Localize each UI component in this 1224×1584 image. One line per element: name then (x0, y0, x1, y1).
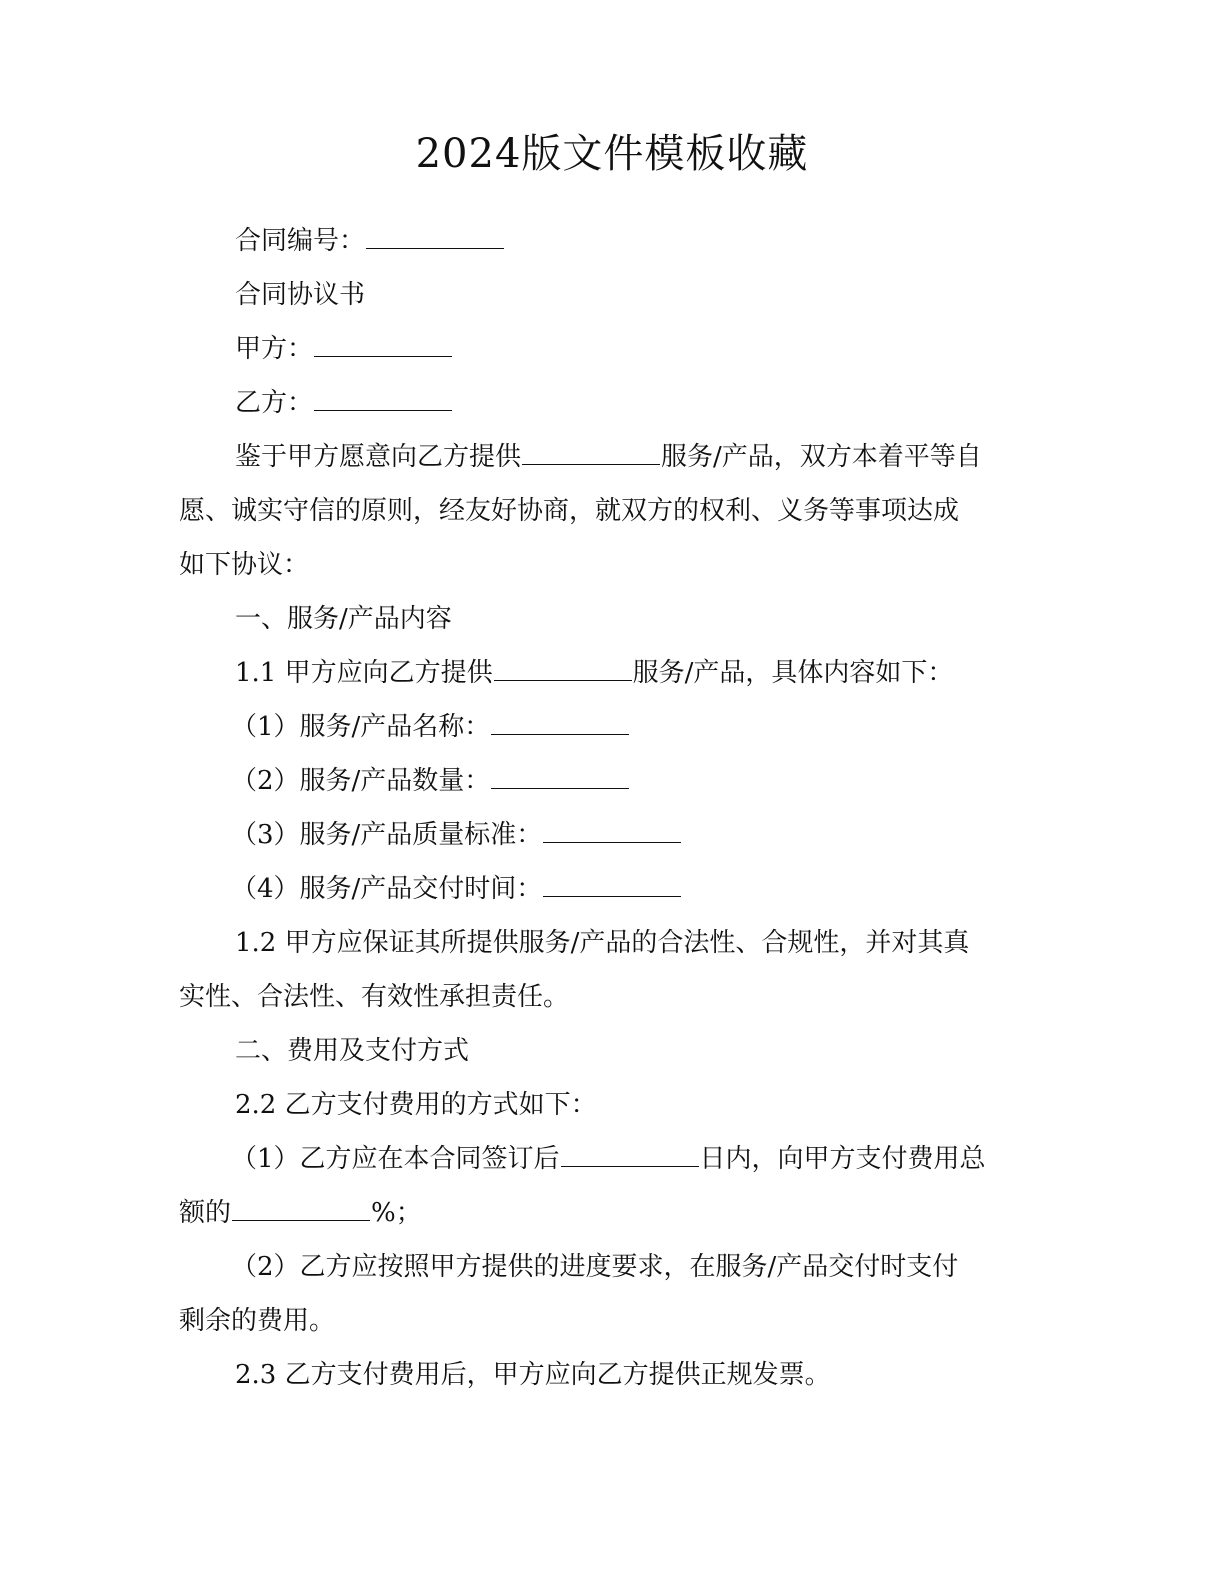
clause-2-3: 2.3 乙方支付费用后，甲方应向乙方提供正规发票。 (235, 1360, 831, 1390)
intro-line-1 (179, 430, 1027, 484)
item-delivery-blank[interactable] (543, 874, 681, 897)
item-quantity-label: （2）服务/产品数量： (231, 766, 491, 796)
contract-number-blank[interactable] (366, 226, 504, 249)
item-quality-line (179, 808, 1027, 862)
payment-percent-blank[interactable] (232, 1198, 370, 1221)
party-b-blank[interactable] (314, 388, 452, 411)
payment-days-blank[interactable] (561, 1144, 699, 1167)
item-name-blank[interactable] (491, 712, 629, 735)
intro-line-3: 如下协议： (179, 550, 310, 580)
payment-1-text-4: %； (371, 1198, 422, 1228)
party-b-label: 乙方： (235, 388, 314, 418)
payment-1-line-2 (179, 1186, 1027, 1240)
item-quantity-line (179, 754, 1027, 808)
section-1-heading: 一、服务/产品内容 (235, 604, 452, 634)
party-a-line (179, 322, 1027, 376)
payment-2-line-2: 剩余的费用。 (179, 1306, 336, 1336)
intro-service-blank[interactable] (522, 442, 660, 465)
document-title: 2024版文件模板收藏 (415, 131, 809, 177)
clause-1-2-line-2: 实性、合法性、有效性承担责任。 (179, 982, 570, 1012)
item-delivery-line (179, 862, 1027, 916)
party-a-blank[interactable] (314, 334, 452, 357)
clause-1-1-text-1: 1.1 甲方应向乙方提供 (235, 658, 493, 688)
contract-number-line (179, 214, 1027, 268)
item-name-label: （1）服务/产品名称： (231, 712, 491, 742)
clause-1-1-blank[interactable] (494, 658, 632, 681)
intro-text-2: 服务/产品，双方本着平等自 (661, 442, 982, 472)
party-a-label: 甲方： (235, 334, 314, 364)
item-quantity-blank[interactable] (491, 766, 629, 789)
payment-1-text-3: 额的 (179, 1198, 232, 1228)
payment-2-line-1: （2）乙方应按照甲方提供的进度要求，在服务/产品交付时支付 (231, 1252, 959, 1282)
payment-1-text-2: 日内，向甲方支付费用总 (699, 1144, 986, 1174)
item-quality-blank[interactable] (543, 820, 681, 843)
payment-1-text-1: （1）乙方应在本合同签订后 (231, 1144, 560, 1174)
item-quality-label: （3）服务/产品质量标准： (231, 820, 543, 850)
payment-1-line-1 (179, 1132, 1027, 1186)
document-body (179, 214, 1027, 1402)
item-delivery-label: （4）服务/产品交付时间： (231, 874, 543, 904)
item-name-line (179, 700, 1027, 754)
intro-text-1: 鉴于甲方愿意向乙方提供 (235, 442, 522, 472)
clause-1-2-line-1: 1.2 甲方应保证其所提供服务/产品的合法性、合规性，并对其真 (235, 928, 970, 958)
section-2-heading: 二、费用及支付方式 (235, 1036, 470, 1066)
intro-line-2: 愿、诚实守信的原则，经友好协商，就双方的权利、义务等事项达成 (179, 496, 960, 526)
party-b-line (179, 376, 1027, 430)
document-type: 合同协议书 (235, 280, 366, 310)
clause-1-1-text-2: 服务/产品，具体内容如下： (632, 658, 954, 688)
clause-1-1 (179, 646, 1027, 700)
clause-2-2: 2.2 乙方支付费用的方式如下： (235, 1090, 597, 1120)
contract-number-label: 合同编号： (235, 226, 366, 256)
